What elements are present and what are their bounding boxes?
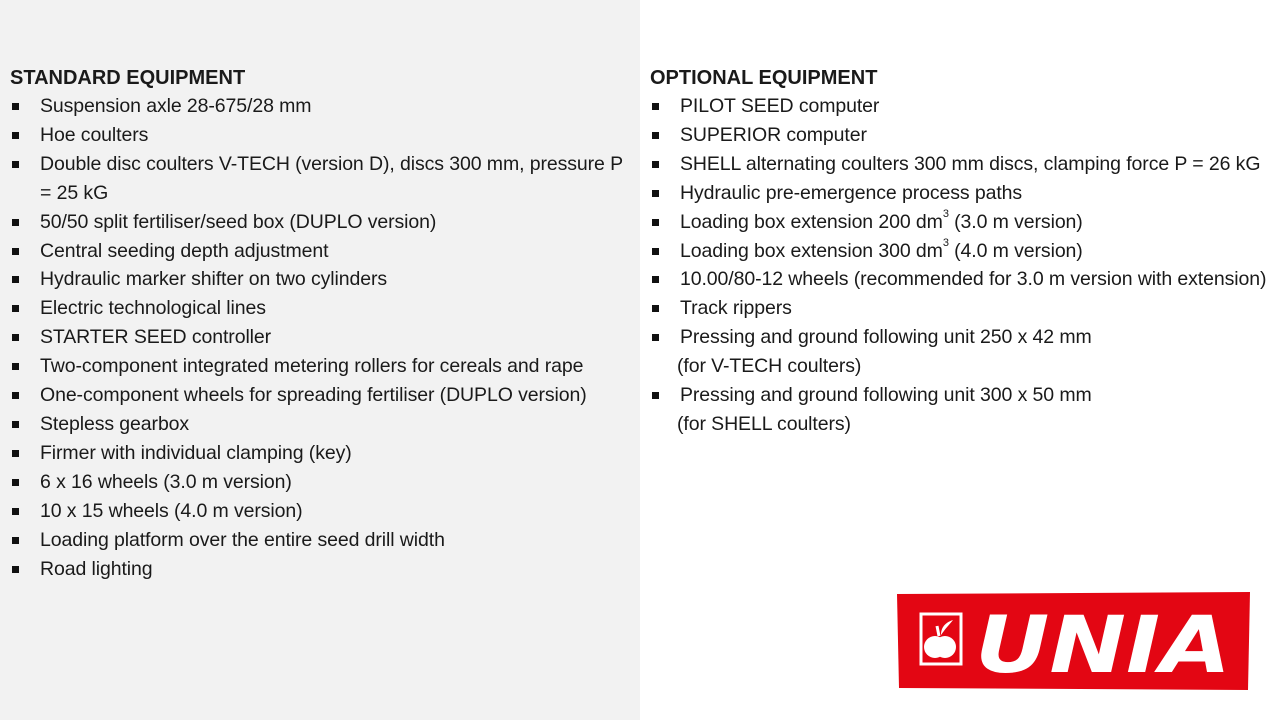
list-item: Loading platform over the entire seed drill width [10, 526, 630, 555]
list-item: 10 x 15 wheels (4.0 m version) [10, 497, 630, 526]
superscript-cubed: 3 [942, 237, 949, 250]
list-item: Hydraulic pre-emergence process paths [650, 179, 1270, 208]
logo-wordmark: UNIA [975, 601, 1231, 690]
optional-equipment-heading: OPTIONAL EQUIPMENT [650, 67, 878, 89]
optional-equipment-section [650, 66, 1270, 439]
list-item: 10.00/80-12 wheels (recommended for 3.0 m version with extension) [650, 265, 1270, 294]
standard-equipment-list [10, 92, 630, 583]
list-item [650, 237, 1270, 266]
list-item: Stepless gearbox [10, 410, 630, 439]
item-text: (3.0 m version) [948, 210, 1083, 233]
item-text: (4.0 m version) [948, 239, 1083, 262]
optional-equipment-list [650, 92, 1270, 439]
standard-equipment-heading: STANDARD EQUIPMENT [10, 67, 246, 89]
list-item-continuation: (for SHELL coulters) [677, 412, 851, 435]
list-item: One-component wheels for spreading fertiliser (DUPLO version) [10, 381, 630, 410]
list-item: Hydraulic marker shifter on two cylinders [10, 265, 630, 294]
list-item: Pressing and ground following unit 250 x 42 mm [650, 323, 1270, 352]
list-item: Firmer with individual clamping (key) [10, 439, 630, 468]
list-item: Double disc coulters V-TECH (version D), discs 300 mm, pressure P = 25 kG [10, 150, 630, 208]
list-item: 50/50 split fertiliser/seed box (DUPLO version) [10, 208, 630, 237]
list-item: Suspension axle 28-675/28 mm [10, 92, 630, 121]
list-item: SUPERIOR computer [650, 121, 1270, 150]
unia-logo-graphic [897, 592, 1250, 690]
list-item: Two-component integrated metering rollers for cereals and rape [10, 352, 630, 381]
list-item: STARTER SEED controller [10, 323, 630, 352]
list-item: Pressing and ground following unit 300 x 50 mm [650, 381, 1270, 410]
list-item: 6 x 16 wheels (3.0 m version) [10, 468, 630, 497]
list-item: SHELL alternating coulters 300 mm discs, clamping force P = 26 kG [650, 150, 1270, 179]
standard-equipment-section [10, 66, 630, 583]
unia-logo [897, 592, 1250, 690]
list-item: PILOT SEED computer [650, 92, 1270, 121]
list-item: Electric technological lines [10, 294, 630, 323]
list-item: Road lighting [10, 555, 630, 584]
superscript-cubed: 3 [942, 208, 949, 221]
list-item: Hoe coulters [10, 121, 630, 150]
list-item: Track rippers [650, 294, 1270, 323]
list-item [650, 208, 1270, 237]
list-item: Central seeding depth adjustment [10, 237, 630, 266]
list-item-continuation: (for V-TECH coulters) [677, 355, 862, 378]
item-text: Loading box extension 200 dm [680, 210, 943, 233]
item-text: Loading box extension 300 dm [680, 239, 943, 262]
